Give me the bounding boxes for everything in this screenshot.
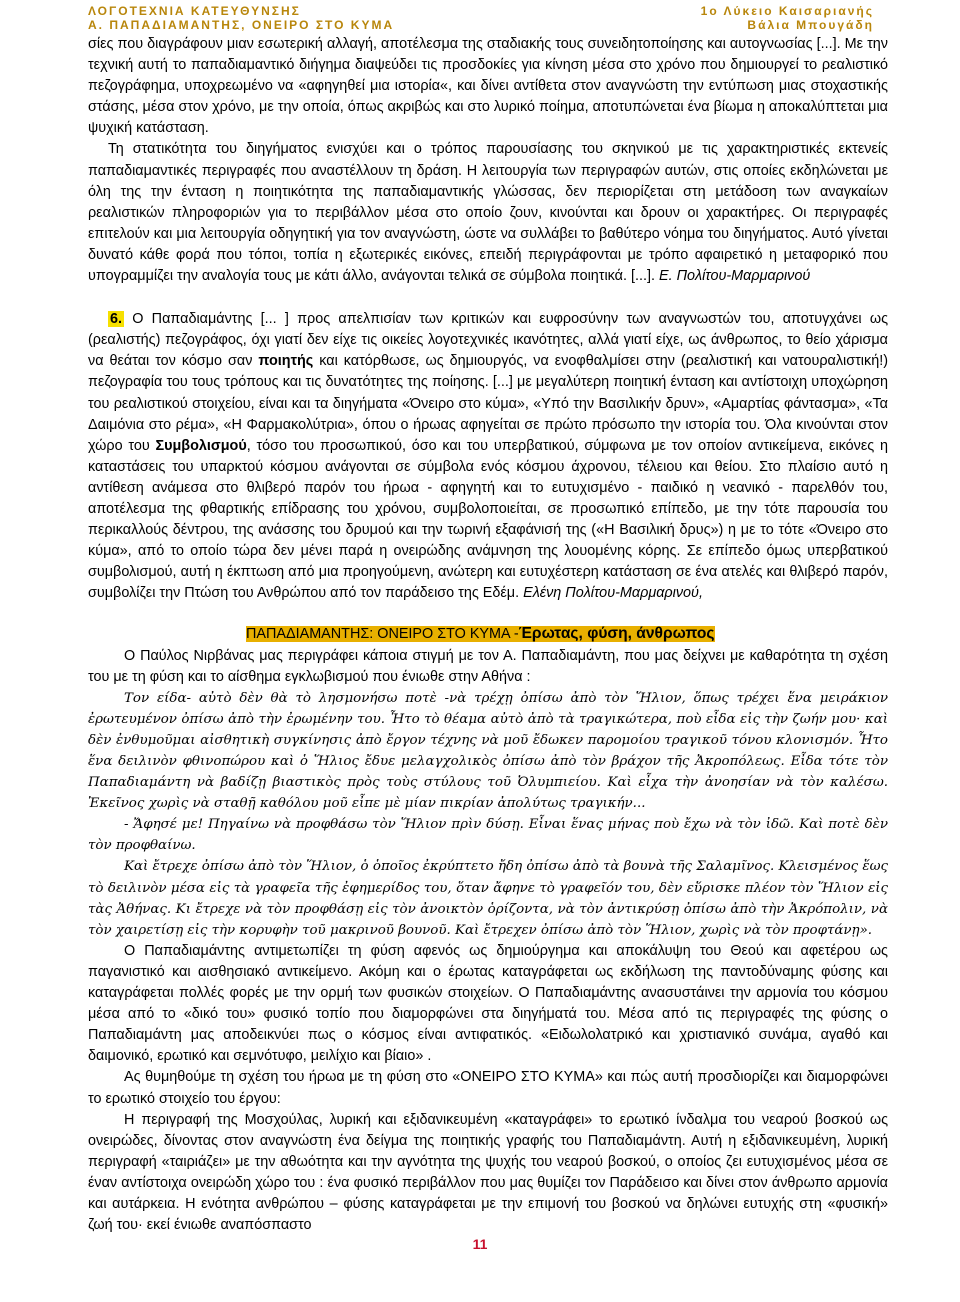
header-left [88, 4, 394, 32]
paragraph-3 [88, 309, 888, 604]
quote-2: - Ἄφησέ με! Πηγαίνω νὰ προφθάσω τὸν Ἥλιον πρὶν δύσῃ. Εἶναι ἕνας μήνας ποὺ ἔχω νὰ τὸν ἰδῶ. Καὶ ποτὲ δὲν τὸν προφθαίνω. [88, 817, 888, 854]
paragraph-3-part-b: και κατόρθωσε, ως δημιουργός, να ενοφθαλμίσει στην (ρεαλιστική και νατουραλιστική!) πεζογραφία του τους τρόπους και τις δυνατότητες της ποίησης. [...] με μεγαλύτερη ποιητική ένταση και αντίστοιχη υποχώρηση του ρεαλιστικού στοιχείου, είναι και τα διηγήματα «Όνειρο στο κύμα», «Υπό την Βασιλικήν δρυν», «Αμαρτίας φάντασμα», «Τα Δαιμόνια στο ρέμα», «Η Φαρμακολύτρια», όπου ο ήρωας αφηγείται σε πρώτο πρόσωπο την ιστορία του. Όλα κινούνται στον χώρο του [88, 353, 888, 454]
paragraph-5: Ο Παπαδιαμάντης αντιμετωπίζει τη φύση αφενός ως δημιούργημα και αποκάλυψη του Θεού και αφετέρου ως παγανιστικό και αισθησιακό αντικείμενο. Ακόμη και ο έρωτας καταγράφεται ως εκδήλωση της παντοδύναμης φύσης και καταγράφεται πολλές φορές με την ορμή των φυσικών στοιχείων. Ο Παπαδιαμάντης ανασυστάινει την αρμονία του κόσμου μέσα από το «δικό του» φυσικό τοπίο που διαμορφώνει στα διηγήματά του. Μέσα από τις περιγραφές της φύσης ο Παπαδιαμάντη μας αποδεικνύει πως ο κόσμος είναι αντιφατικός. «Ειδωλολατρικό και χριστιανικό συνάμα, αγαθό και δαιμονικό, ερωτικό και σεμνότυφο, μειλίχιο και βίαιο» . [88, 942, 888, 1065]
section-title [88, 623, 888, 645]
quote-1: Τον είδα- αὐτὸ δὲν θὰ τὸ λησμονήσω ποτὲ -νὰ τρέχῃ ὀπίσω ἀπὸ τὸν Ἥλιον, ὅπως τρέχει ἕνα μειράκιον ἐρωτευμένον ὀπίσω ἀπὸ τὴν ἐρωμένην του. Ἦτο τὸ θέαμα αὐτὸ ἀπὸ τὰ τραγικώτερα, ποὺ εἶδα εἰς τὴν ζωήν μου· καὶ δὲν ἐνθυμοῦμαι αἰσθητικὴ συγκίνησις ἀπὸ ἔργον τέχνης νὰ μοῦ ἔδωκεν παρομοίου τραγικοῦ τόνου κλονισμόν. Ἦτο ἕνα δειλινὸν φθινοπώρου καὶ ὁ Ἥλιος ἔδυε μελαγχολικὸς ὀπίσω ἀπὸ τὸν βράχον τῆς Ἀκροπόλεως. Εἶδα τότε τὸν Παπαδιαμάντη νὰ βαδίζῃ βιαστικὸς πρὸς τοὺς στύλους τοῦ Ὀλυμπιείου. Καὶ εἶχα τὴν ἀνοησίαν νὰ τὸν καλέσω. Ἐκεῖνος χωρὶς νὰ σταθῇ καθόλου μοῦ εἶπε μὲ μίαν πικρίαν ἀπολύτως τραγικήν... [88, 690, 888, 812]
paragraph-2-author: Ε. Πολίτου-Μαρμαρινού [658, 268, 811, 285]
paragraph-2-text: Τη στατικότητα του διηγήματος ενισχύει και ο τρόπος παρουσίασης του σκηνικού με τις χαρακτηριστικές εκτενείς παπαδιαμαντικές περιγραφές που αναστέλλουν τη δράση. Η λειτουργία των περιγραφών αυτών, στις οποίες εκδηλώνεται με όλη της την ένταση η ποιητικότητα της παπαδιαμαντικής γλώσσας, δεν περιορίζεται στη μετάδοση των αναγκαίων ρεαλιστικών πληροφοριών για το περιβάλλον μέσα στο οποίο ζουν, κινούνται και δρουν οι χαρακτήρες. Οι περιγραφές επιτελούν και μια λειτουργία οδηγητική για τον αναγνώστη, ώστε να συλλάβει το βαθύτερο νόημα του διηγήματος. Αυτό γίνεται δυνατό κάθε φορά που τόποι, τοπία η εξωτερικές εικόνες, επειδή περιγράφονται με τρόπο αφαιρετικό η μεταφορικό που υπογραμμίζει την αναλογία τους με κάτι άλλο, ανάγονται τελικά σε σύμβολα ποιητικά. [...]. [88, 141, 888, 285]
section-title-highlight [246, 626, 715, 642]
bold-term-symbolism: Συμβολισμού [155, 437, 247, 454]
header-subject: ΛΟΓΟΤΕΧΝΙΑ ΚΑΤΕΥΘΥΝΣΗΣ [88, 4, 301, 18]
paragraph-1: σίες που διαγράφουν μιαν εσωτερική αλλαγή, αποτέλεσμα της σταδιακής τους συνειδητοποίησης και αυτογνωσίας [...]. Με την τεχνική αυτή το παπαδιαμαντικό διήγημα διαψεύδει τις προσδοκίες για κίνηση μέσα στο χρόνο που δημιουργεί το ρεαλιστικό πεζογράφημα, υποχρεωμένο να «αφηγηθεί μια ιστορία«, και δίνει αντίθετα στον αναγνώστη την εντύπωση μιας στοχαστικής στάσης, μέσα στον χρόνο, με την οποία, όπως ακριβώς και στο λυρικό ποίημα, αποτυπώνεται ένα βίωμα η αποκαλύπτεται μια ψυχική κατάσταση. [88, 36, 888, 137]
bold-term-poet: ποιητής [258, 353, 314, 370]
page-number: 11 [472, 1236, 488, 1252]
paragraph-7: Η περιγραφή της Μοσχούλας, λυρική και εξιδανικευμένη «καταγράφει» το ερωτικό ίνδαλμα του νεαρού βοσκού ως ονειρώδες, δίνοντας στον αναγνώστη ένα δείγμα της ποιητικής γραφής του Παπαδιαμάντη. Αυτή η εξιδανικευμένη, λυρική περιγραφή «ταιριάζει» με την αθωότητα και την αγνότητα της ψυχής του νεαρού βοσκού, ο οποίος ζει ευτυχισμένος μέσα σε έναν αντίστοιχα ονειρώδη χώρο του : ένα φυσικό περιβάλλον που μας θυμίζει τον Παράδεισο και δίνει στον άνθρωπο αρμονία και αυτάρκεια. Η ενότητα ανθρώπου – φύσης καταγράφεται με την επιμονή του βοσκού να δηλώνει ευτυχής στη «φυσική» ζωή του· εκεί ένιωθε αναπόσπαστο [88, 1111, 888, 1234]
spacer [88, 604, 888, 623]
section-title-part-b: Έρωτας, φύση, άνθρωπος [518, 625, 715, 643]
paragraph-4: Ο Παύλος Νιρβάνας μας περιγράφει κάποια στιγμή με τον Α. Παπαδιαμάντη, που μας δείχνει με καθαρότητα τη σχέση του με τη φύση και το αίσθημα εγκλωβισμού που ένιωθε στην Αθήνα : [88, 647, 888, 685]
paragraph-3-part-a: Ο Παπαδιαμάντης [... ] προς απελπισίαν των κριτικών και ευφροσύνην των αναγνωστών του, αποτυγχάνει ως (ρεαλιστής) πεζογράφος, όχι γιατί δεν είχε τις οικείες λογοτεχνικές ικανότητες, αλλά γιατί είχε, ως άνθρωπος, το θείο χάρισμα να θεάται τον κόσμο σαν [88, 311, 888, 370]
header-right [701, 4, 874, 32]
item-number: 6. [110, 311, 123, 328]
quote-3: Καὶ ἔτρεχε ὀπίσω ἀπὸ τὸν Ἥλιον, ὁ ὁποῖος ἐκρύπτετο ἤδη ὀπίσω ἀπὸ τὰ βουνὰ τῆς Σαλαμῖνος. Κλεισμένος ἕως τὸ δειλινὸν μέσα εἰς τὰ γραφεῖα τῆς ἐφημερίδος του, ὅταν ἄφηνε τὸ γραφεῖόν του, δὲν εὕρισκε πλέον τὸν Ἥλιον εἰς τὰς Ἀθήνας. Κι ἔτρεχε νὰ τὸν προφθάσῃ εἰς τὸν ἀνοικτὸν ὁρίζοντα, νὰ τὸν ἀντικρύσῃ ὀπίσω ἀπὸ τὴν Ἀκρόπολιν, νὰ τὸν χαιρετίσῃ εἰς τὴν κορυφὴν τοῦ μακρινοῦ βουνοῦ. Καὶ ἔτρεχεν ὀπίσω ἀπὸ τὸν Ἥλιον, χωρὶς νὰ τὸν προφτάνῃ». [88, 859, 888, 938]
header-work: Α. ΠΑΠΑΔΙΑΜΑΝΤΗΣ, ΟΝΕΙΡΟ ΣΤΟ ΚΥΜΑ [88, 18, 395, 32]
section-title-part-a: ΠΑΠΑΔΙΑΜΑΝΤΗΣ: ΟΝΕΙΡΟ ΣΤΟ ΚΥΜΑ - [246, 626, 519, 643]
header-school: 1ο Λύκειο Καισαριανής [700, 4, 874, 18]
paragraph-3-author: Ελένη Πολίτου-Μαρμαρινού, [523, 585, 703, 602]
paragraph-2 [88, 139, 888, 287]
page-header [88, 4, 874, 32]
document-body [88, 34, 888, 1236]
spacer [88, 287, 888, 309]
header-teacher: Βάλια Μπουγάδη [747, 18, 874, 32]
paragraph-6: Ας θυμηθούμε τη σχέση του ήρωα με τη φύση στο «ΟΝΕΙΡΟ ΣΤΟ ΚΥΜΑ» και πώς αυτή προσδιορίζει και διαμορφώνει το ερωτικό στοιχείο του έργου: [88, 1069, 888, 1107]
paragraph-3-part-c: , τόσο του προσωπικού, όσο και του υπερβατικού, σύμφωνα με τον οποίον αντικείμενα, εικόνες η καταστάσεις του υπαρκτού κόσμου ανάγονται σε σύμβολα ενός κόσμου άχρονου, τέλειου και θείου. Στο πλαίσιο αυτό η αντίθεση ανάμεσα στο θλιβερό παρόν του ήρωα - αφηγητή και το ευτυχισμένο - παιδικό η νεανικό - παρελθόν του, αποτέλεσμα της φθαρτικής επίδρασης του χρόνου, συμβολοποιείται, σε προσωπικό επίπεδο, με την τότε παρουσία του περικαλλούς δέντρου, της ανάσσης του δρυμού και την τωρινή εξαφάνισή της («Η Βασιλική δρυς») η με το τότε «Όνειρο στο κύμα», από το οποίο τώρα δεν μένει παρά η ονειρώδης ανάμνηση της λουομένης κόρης. Σε επίπεδο όμως υπερβατικού συμβολισμού, αυτή η έκπτωση από μια προηγούμενη, ανώτερη και ευτυχέστερη κατάσταση σε ένα ατελές και θλιβερό παρόν, συμβολίζει την Πτώση του Ανθρώπου από τον παράδεισο της Εδέμ. [88, 437, 888, 602]
